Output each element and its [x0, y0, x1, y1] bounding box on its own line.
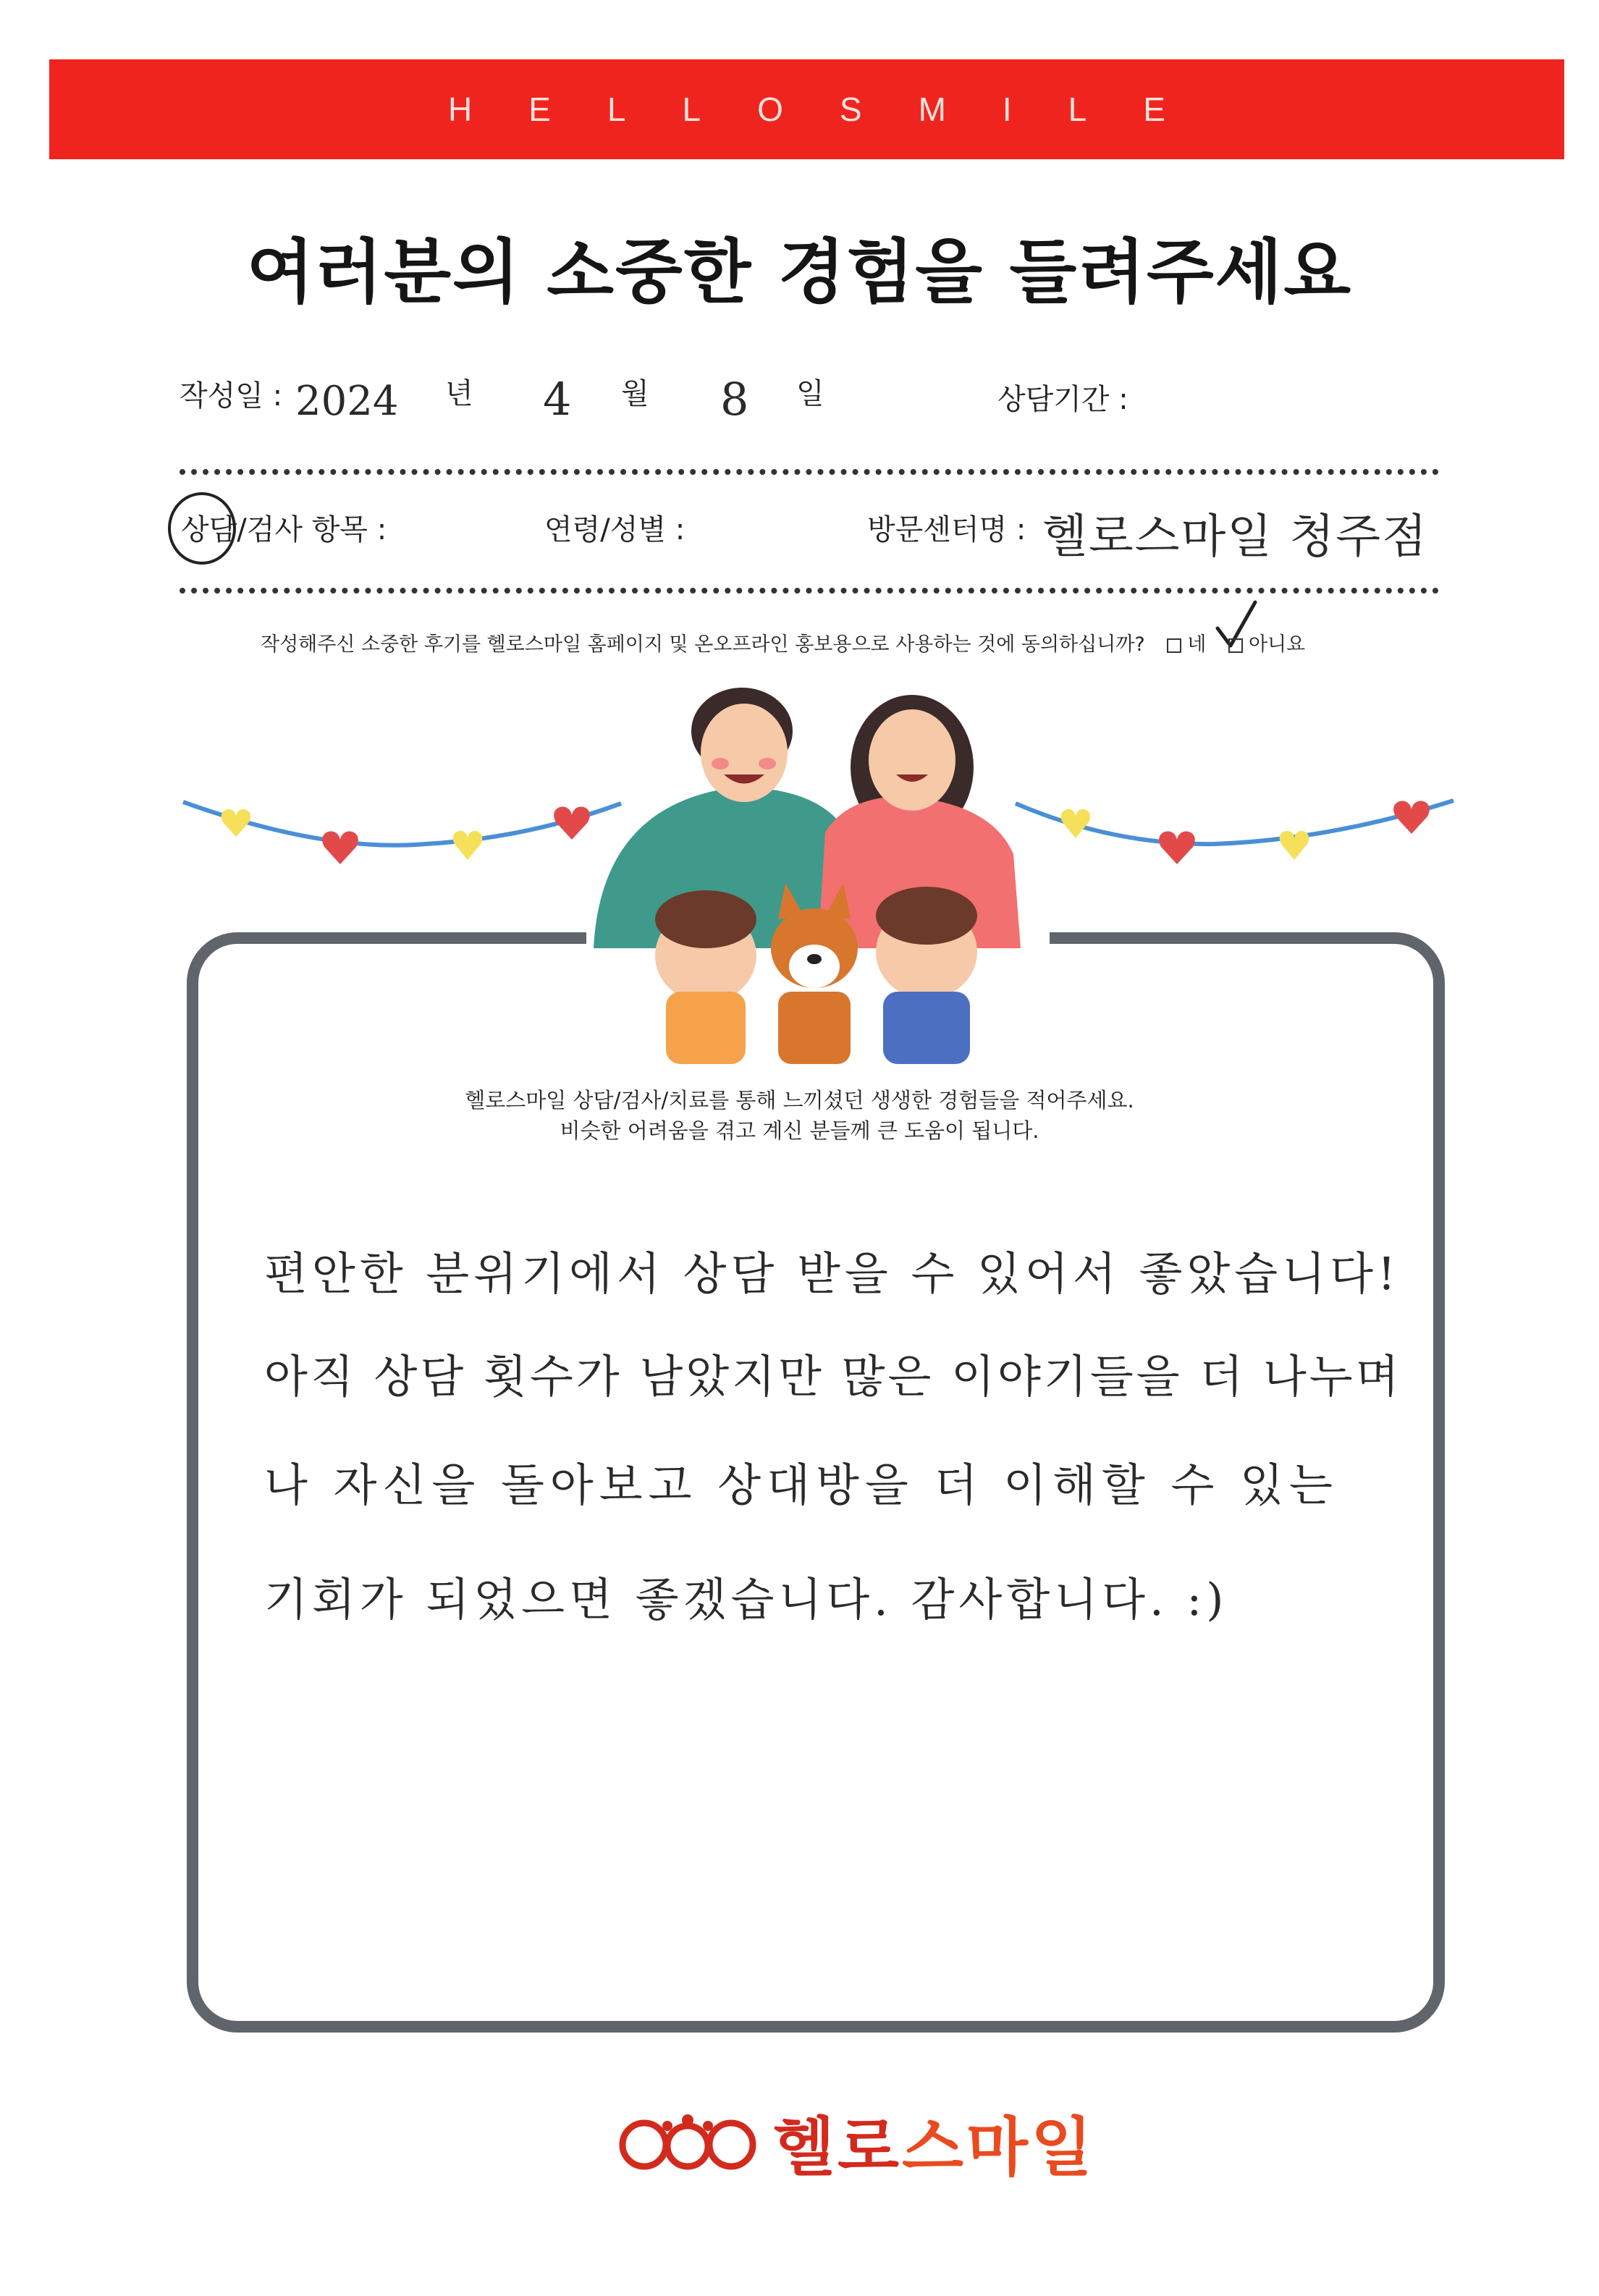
item-label: 상담/검사 항목 : [181, 513, 387, 546]
period-label: 상담기간 : [997, 383, 1128, 416]
logo-text-part1: 헬로 [773, 2110, 903, 2185]
header-banner [49, 59, 1564, 159]
heart-garland-right [1012, 788, 1461, 882]
review-line-2: 아직 상담 횟수가 남았지만 많은 이야기들을 더 나누며 [264, 1350, 1402, 1403]
year-value: 2024 [295, 378, 399, 425]
month-value: 4 [543, 373, 572, 426]
consent-row [261, 628, 1305, 657]
smile-rings-icon [615, 2110, 760, 2175]
logo-text [773, 2097, 1095, 2188]
review-line-4: 기회가 되었으면 좋겠습니다. 감사합니다. :) [264, 1573, 1228, 1626]
month-unit: 월 [621, 377, 649, 410]
day-unit: 일 [796, 377, 824, 410]
year-unit: 년 [445, 377, 473, 410]
review-line-1: 편안한 분위기에서 상담 받을 수 있어서 좋았습니다! [264, 1247, 1400, 1300]
dotted-divider-1 [180, 469, 1439, 475]
consent-no-label: 아니요 [1248, 633, 1306, 656]
checkbox-yes[interactable] [1167, 638, 1181, 653]
heart-garland-left [180, 788, 628, 882]
dotted-divider-2 [180, 588, 1439, 594]
date-label: 작성일 : [180, 379, 283, 413]
banner-text: HELLOSMILE [448, 90, 1222, 128]
instruction-line-1: 헬로스마일 상담/검사/치료를 통해 느끼셨던 생생한 경험들을 적어주세요. [465, 1088, 1134, 1113]
logo-text-part2: 스마일 [902, 2110, 1096, 2185]
family-illustration [586, 688, 1050, 1064]
consent-yes-label: 네 [1187, 633, 1207, 656]
review-line-3: 나 자신을 돌아보고 상대방을 더 이해할 수 있는 [264, 1459, 1338, 1511]
page-title: 여러분의 소중한 경험을 들려주세요 [246, 232, 1353, 313]
consent-question: 작성해주신 소중한 후기를 헬로스마일 홈페이지 및 온오프라인 홍보용으로 사용하는 것에 동의하십니까? [261, 633, 1145, 656]
hellosmile-logo [615, 2099, 1095, 2186]
center-label: 방문센터명 : [867, 513, 1026, 546]
consent-no-option[interactable] [1228, 633, 1305, 656]
center-value: 헬로스마일 청주점 [1042, 510, 1428, 564]
age-label: 연령/성별 : [544, 513, 685, 546]
instruction-line-2: 비슷한 어려움을 겪고 계신 분들께 큰 도움이 됩니다. [560, 1118, 1039, 1143]
consent-yes-option[interactable] [1167, 633, 1206, 656]
day-value: 8 [720, 373, 749, 426]
checkbox-no[interactable] [1228, 638, 1243, 653]
